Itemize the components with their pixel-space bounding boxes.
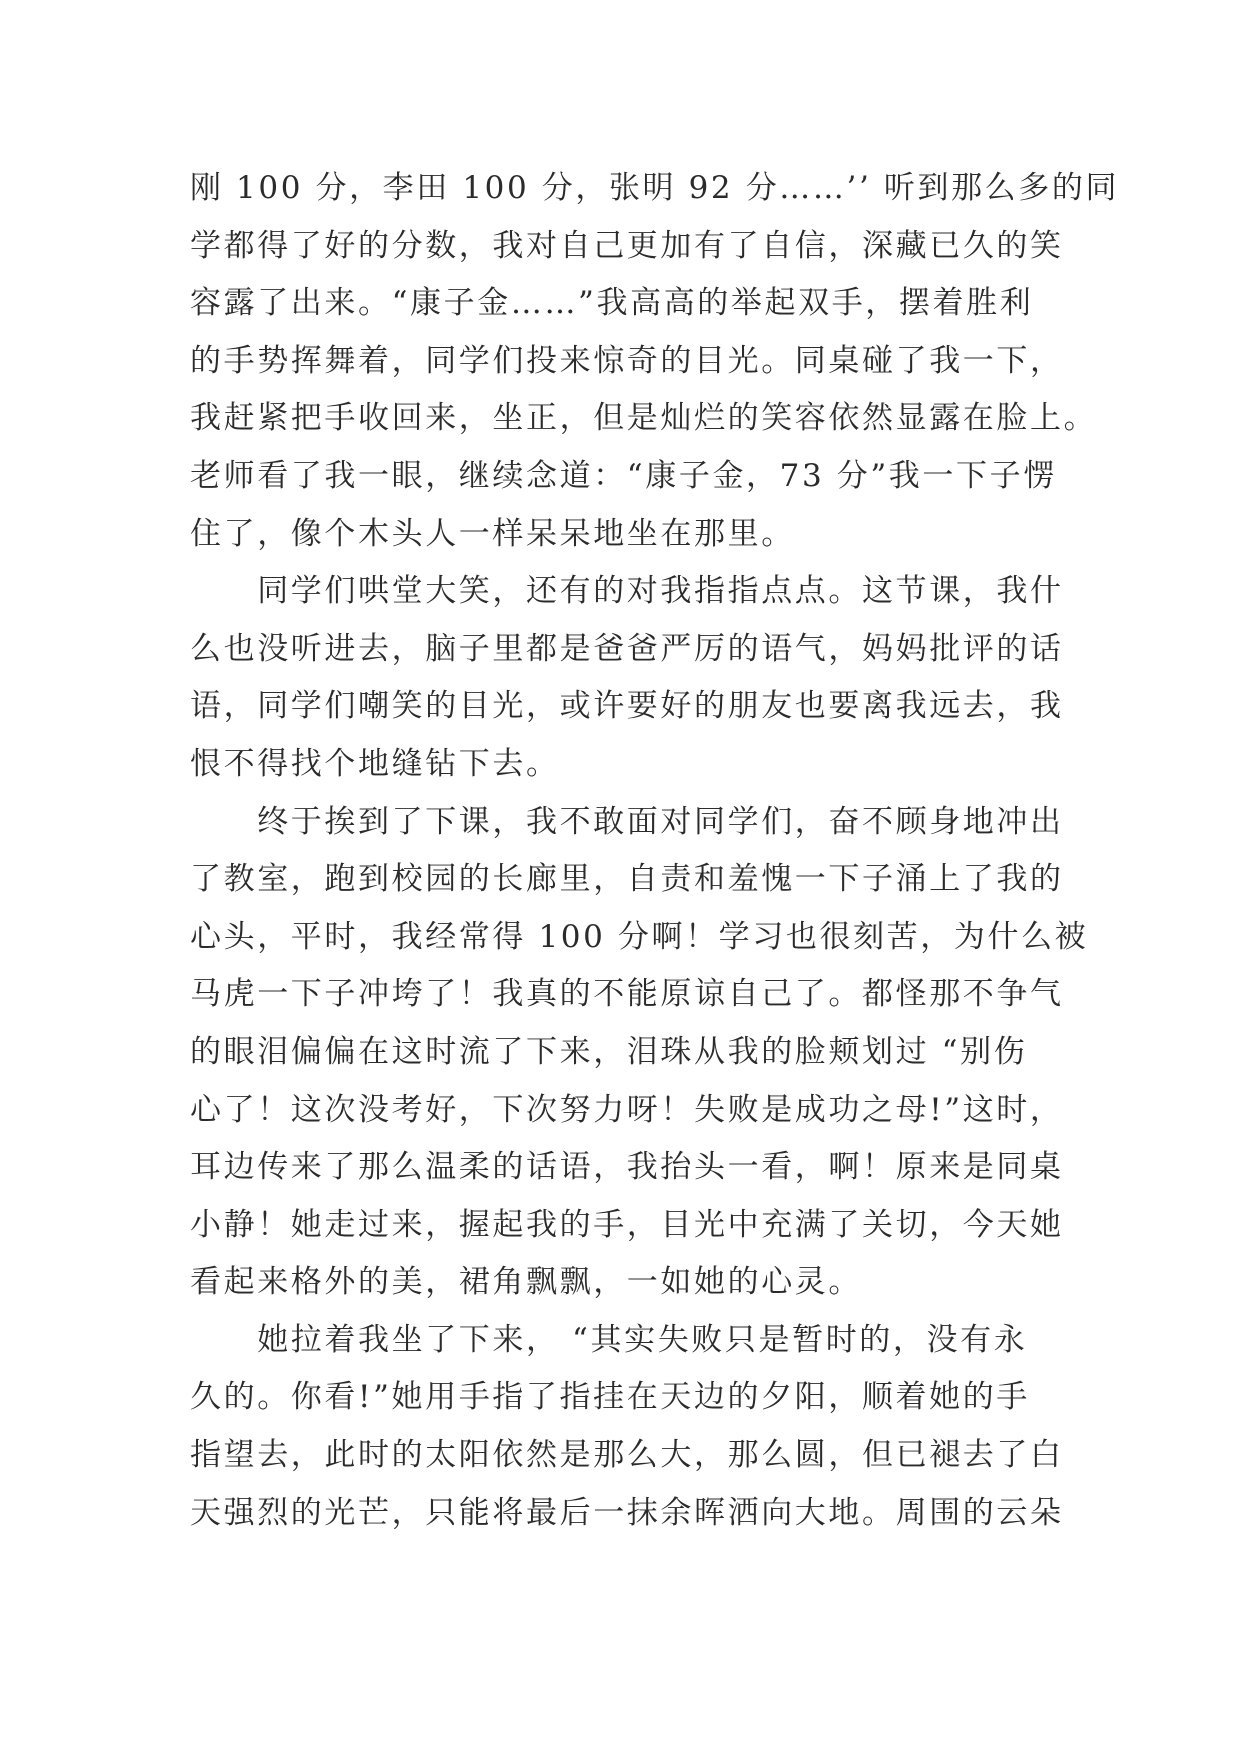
text-line: 我赶紧把手收回来，坐正，但是灿烂的笑容依然显露在脸上。	[190, 400, 1098, 437]
text-line: 终于挨到了下课，我不敢面对同学们，奋不顾身地冲出	[190, 803, 1064, 840]
text-line: 学都得了好的分数，我对自己更加有了自信，深藏已久的笑	[190, 227, 1064, 264]
text-line: 小静！她走过来，握起我的手，目光中充满了关切，今天她	[190, 1206, 1064, 1243]
text-line: 的手势挥舞着，同学们投来惊奇的目光。同桌碰了我一下，	[190, 342, 1064, 379]
text-line: 指望去，此时的太阳依然是那么大，那么圆，但已褪去了白	[190, 1437, 1064, 1474]
text-line: 老师看了我一眼，继续念道：“康子金，73 分”我一下子愣	[190, 457, 1057, 494]
body-text	[190, 160, 1120, 1542]
text-line: 同学们哄堂大笑，还有的对我指指点点。这节课，我什	[190, 573, 1064, 610]
text-line: 语，同学们嘲笑的目光，或许要好的朋友也要离我远去，我	[190, 688, 1064, 725]
text-line: 容露了出来。“康子金……”我高高的举起双手，摆着胜利	[190, 285, 1034, 322]
text-line: 刚 100 分，李田 100 分，张明 92 分……’’ 听到那么多的同	[190, 170, 1120, 206]
text-line: 么也没听进去，脑子里都是爸爸严厉的语气，妈妈批评的话	[190, 630, 1064, 667]
text-line: 的眼泪偏偏在这时流了下来，泪珠从我的脸颊划过 “别伤	[190, 1033, 1028, 1070]
text-line: 耳边传来了那么温柔的话语，我抬头一看，啊！原来是同桌	[190, 1149, 1064, 1186]
text-line: 恨不得找个地缝钻下去。	[190, 745, 560, 782]
text-line: 马虎一下子冲垮了！我真的不能原谅自己了。都怪那不争气	[190, 976, 1064, 1013]
text-line: 久的。你看!”她用手指了指挂在天边的夕阳，顺着她的手	[190, 1379, 1030, 1416]
text-line: 住了，像个木头人一样呆呆地坐在那里。	[190, 515, 795, 552]
text-line: 了教室，跑到校园的长廊里，自责和羞愧一下子涌上了我的	[190, 861, 1064, 898]
text-line: 心头，平时，我经常得 100 分啊！学习也很刻苦，为什么被	[190, 918, 1089, 955]
text-line: 她拉着我坐了下来， “其实失败只是暂时的，没有永	[190, 1321, 1028, 1358]
text-line: 看起来格外的美，裙角飘飘，一如她的心灵。	[190, 1264, 862, 1301]
text-line: 天强烈的光芒，只能将最后一抹余晖洒向大地。周围的云朵	[190, 1494, 1064, 1531]
text-line: 心了！这次没考好，下次努力呀！失败是成功之母!”这时，	[190, 1091, 1064, 1128]
